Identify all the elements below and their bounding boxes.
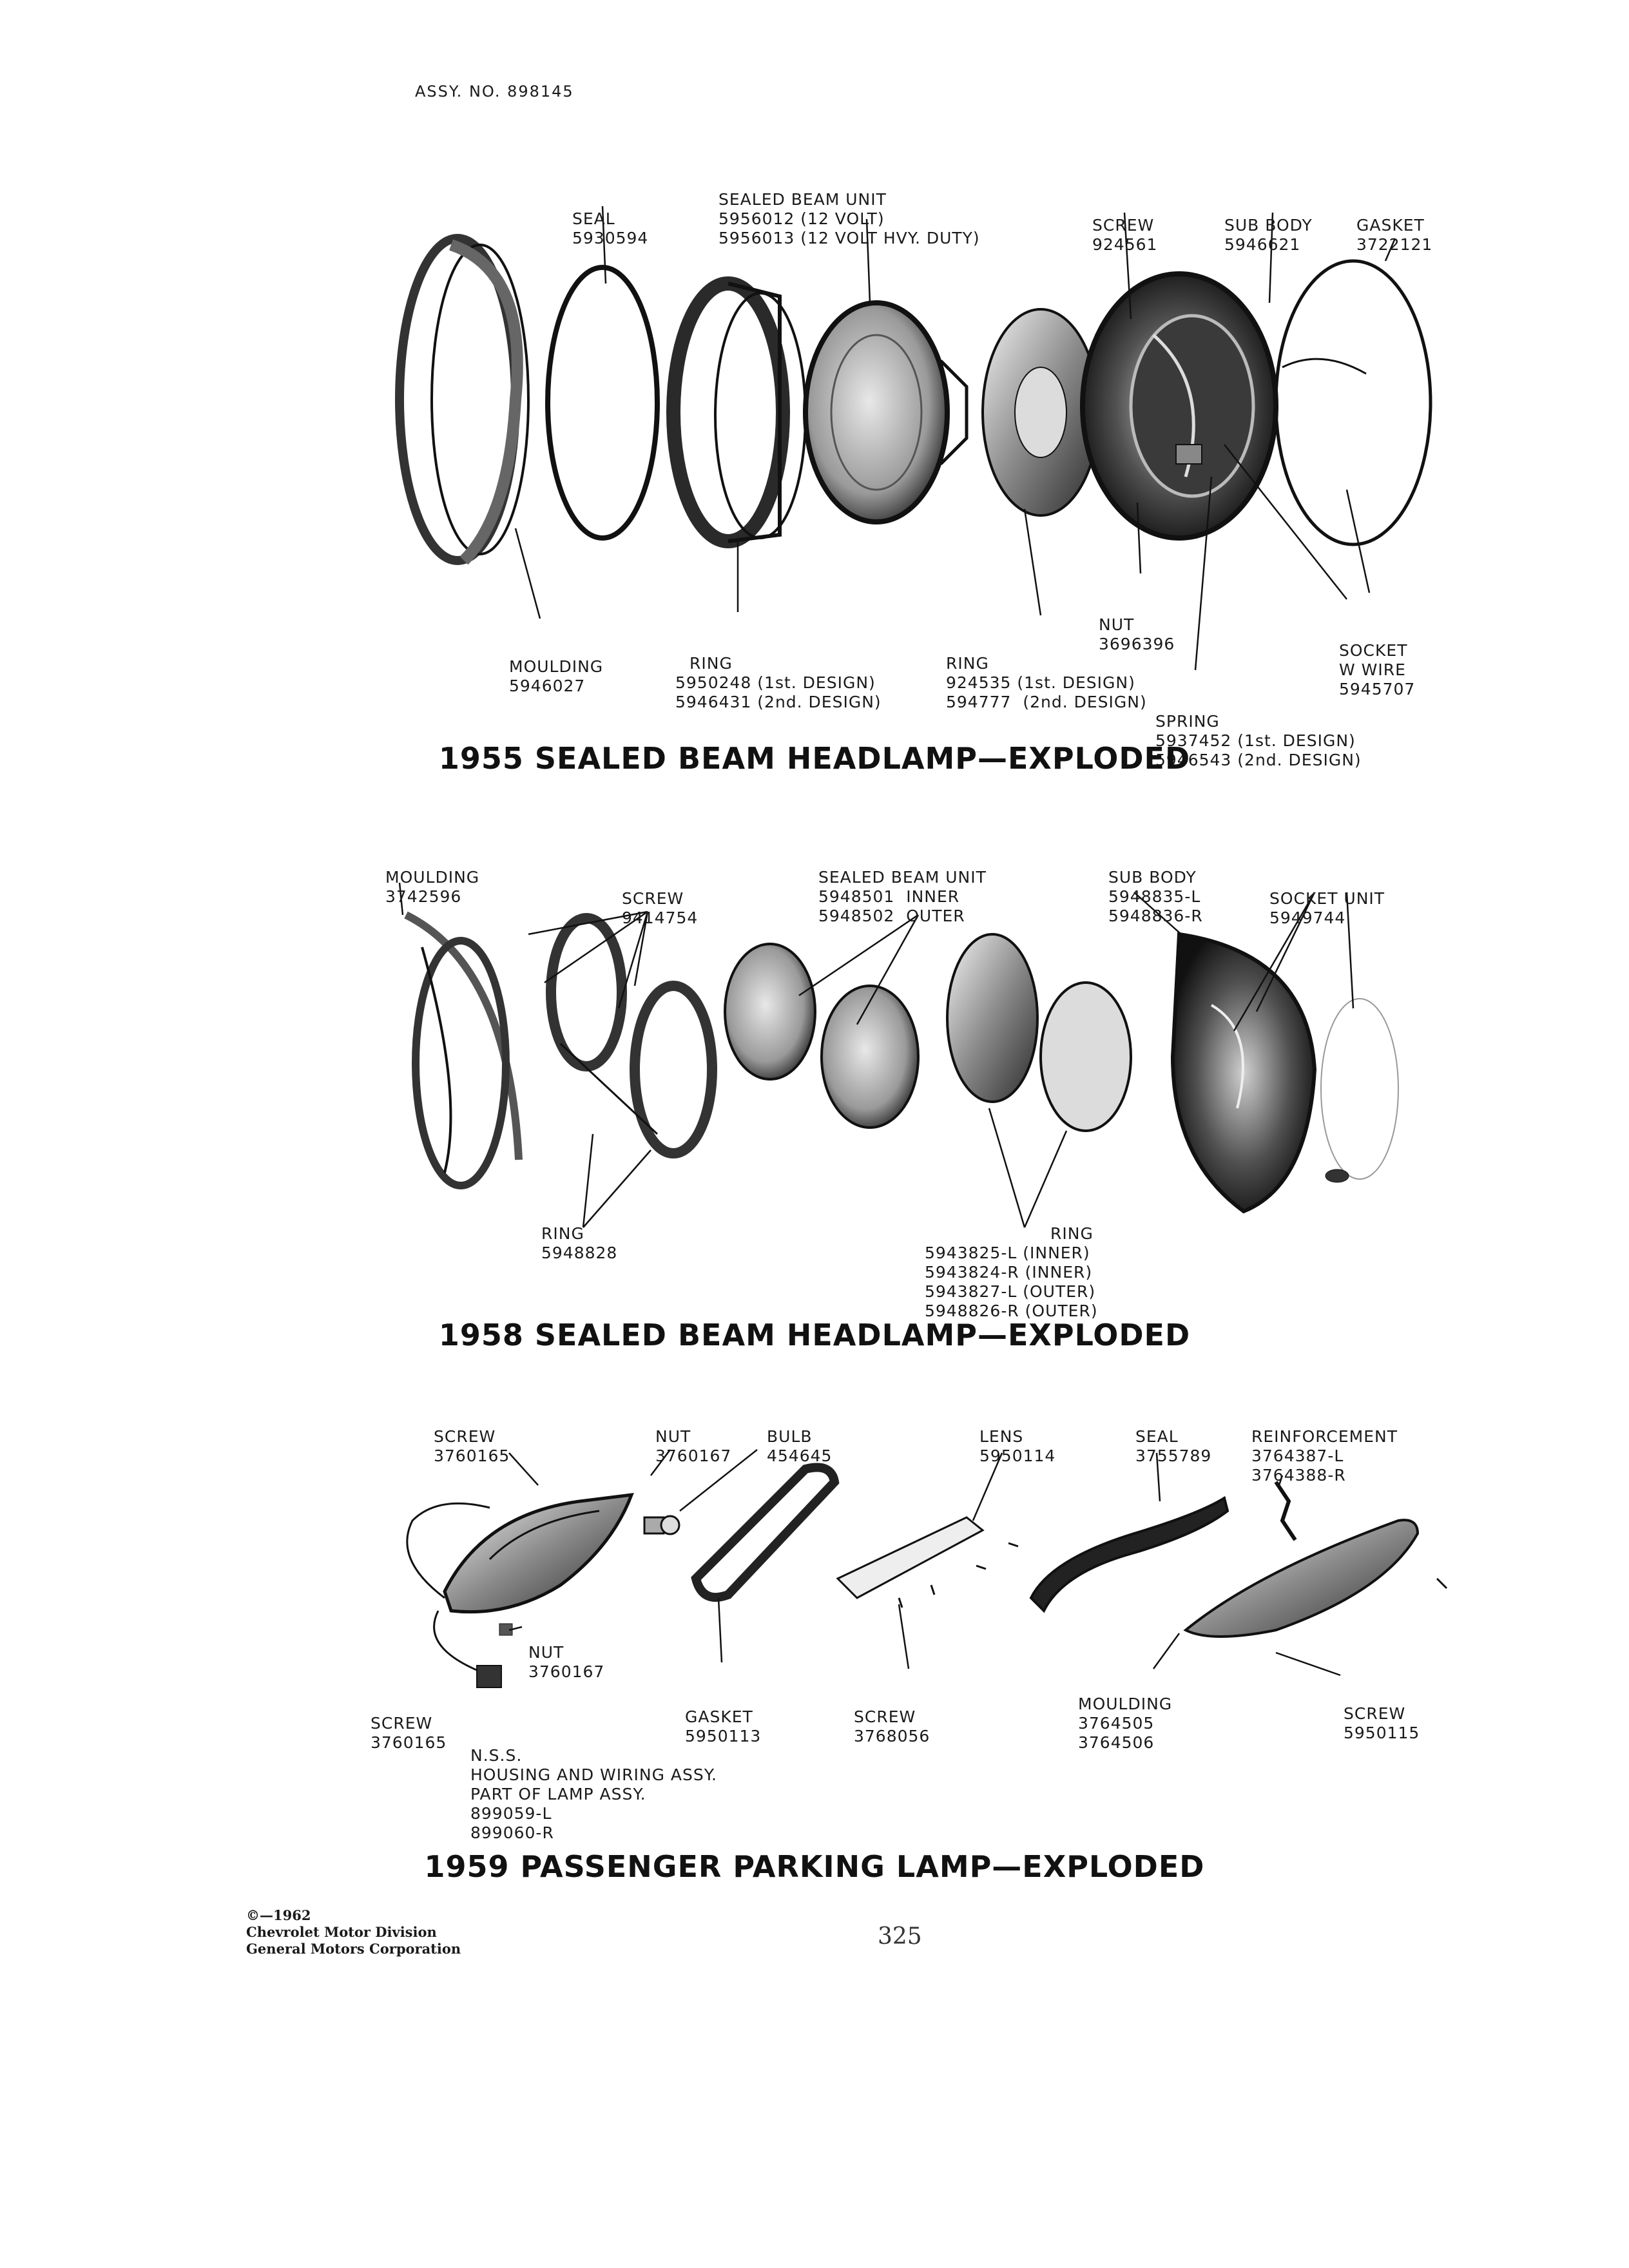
- sub-body-part: [1083, 274, 1276, 538]
- label-housing-1959: N.S.S. HOUSING AND WIRING ASSY. PART OF LAMP ASSY. 899059-L 899060-R: [470, 1746, 717, 1842]
- label-ring-left-1958: RING 5948828: [541, 1224, 618, 1262]
- label-gasket-1959: GASKET 5950113: [685, 1707, 762, 1745]
- gasket-part: [1276, 261, 1431, 544]
- label-spring-1955: SPRING 5937452 (1st. DESIGN) 5946543 (2nd. DESIGN): [1155, 712, 1362, 769]
- label-lens-1959: LENS 5950114: [979, 1427, 1056, 1465]
- label-screw-left-1959: SCREW 3760165: [371, 1714, 447, 1752]
- label-seal-1955: SEAL 5930594: [572, 209, 649, 247]
- label-screw-top-1959: SCREW 3760165: [434, 1427, 510, 1465]
- page-number: 325: [878, 1923, 922, 1950]
- ring-front-part: [673, 284, 805, 541]
- label-socket-1955: SOCKET W WIRE 5945707: [1339, 641, 1416, 698]
- label-socket-unit-1958: SOCKET UNIT 5949744: [1269, 889, 1385, 927]
- label-sealed-beam-unit-1955: SEALED BEAM UNIT 5956012 (12 VOLT) 5956013 (12 VOLT HVY. DUTY): [718, 190, 980, 247]
- label-reinforcement-1959: REINFORCEMENT 3764387-L 3764388-R: [1251, 1427, 1398, 1485]
- label-ring-rear-1955: RING 924535 (1st. DESIGN) 594777 (2nd. DESIGN): [946, 654, 1147, 711]
- label-sub-body-1958: SUB BODY 5948835-L 5948836-R: [1108, 868, 1203, 925]
- retaining-rings-part: [551, 918, 712, 1153]
- gasket-part: [696, 1468, 834, 1598]
- moulding-part: [400, 238, 528, 561]
- label-ring-right-1958: RING 5943825-L (INNER) 5943824-R (INNER) 5943827-L (OUTER) 5948826-R (OUTER): [925, 1224, 1098, 1320]
- label-seal-1959: SEAL 3755789: [1135, 1427, 1212, 1465]
- sealed-beam-outer-part: [822, 986, 918, 1128]
- label-sub-body-1955: SUB BODY 5946621: [1224, 216, 1313, 254]
- copyright-notice: ©—1962 Chevrolet Motor Division General Motors Corporation: [246, 1907, 461, 1957]
- label-screw-right-1959: SCREW 5950115: [1344, 1704, 1420, 1742]
- label-gasket-1955: GASKET 3722121: [1356, 216, 1433, 254]
- title-1958: 1958 SEALED BEAM HEADLAMP—EXPLODED: [438, 1318, 1191, 1352]
- sealed-beam-inner-part: [725, 944, 815, 1079]
- label-bulb-1959: BULB 454645: [767, 1427, 833, 1465]
- label-nut-top-1959: NUT 3760167: [655, 1427, 732, 1465]
- mounting-ring-inner-part: [947, 934, 1037, 1102]
- title-1959: 1959 PASSENGER PARKING LAMP—EXPLODED: [424, 1849, 1205, 1884]
- title-1955: 1955 SEALED BEAM HEADLAMP—EXPLODED: [438, 741, 1191, 776]
- label-moulding-1958: MOULDING 3742596: [385, 868, 480, 906]
- label-sealed-beam-unit-1958: SEALED BEAM UNIT 5948501 INNER 5948502 OUTER: [818, 868, 987, 925]
- mounting-ring-outer-part: [1041, 983, 1131, 1131]
- label-screw-mid-1959: SCREW 3768056: [854, 1707, 930, 1745]
- moulding-part: [406, 915, 519, 1186]
- sub-body-part: [1173, 934, 1398, 1211]
- label-screw-1958: SCREW 9414754: [622, 889, 699, 927]
- sealed-beam-part: [805, 303, 967, 522]
- seal-part: [548, 267, 657, 538]
- assembly-number: ASSY. NO. 898145: [415, 82, 574, 101]
- label-screw-1955: SCREW 924561: [1092, 216, 1158, 254]
- label-nut-mid-1959: NUT 3760167: [528, 1643, 605, 1681]
- lens-part: [838, 1517, 983, 1598]
- label-moulding-1955: MOULDING 5946027: [509, 657, 604, 695]
- label-ring-front-1955: RING 5950248 (1st. DESIGN) 5946431 (2nd. DESIGN): [675, 654, 882, 711]
- label-nut-1955: NUT 3696396: [1099, 615, 1175, 653]
- diagram-1955-art: [400, 206, 1431, 670]
- bulb-part: [644, 1516, 679, 1534]
- moulding-part: [1186, 1520, 1418, 1637]
- label-moulding-1959: MOULDING 3764505 3764506: [1078, 1695, 1173, 1752]
- seal-part: [1031, 1498, 1228, 1611]
